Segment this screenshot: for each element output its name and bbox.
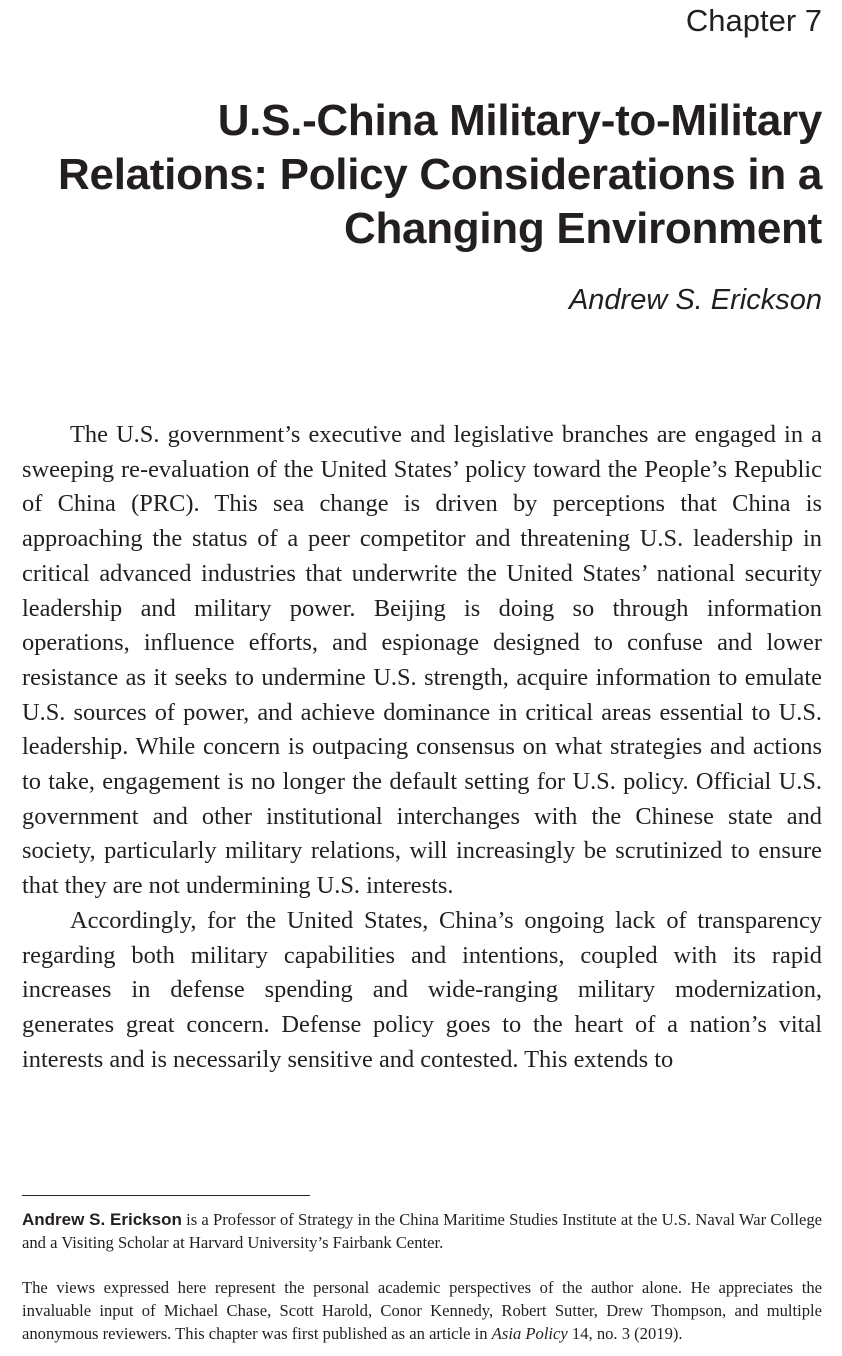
footnote-divider <box>22 1195 310 1196</box>
chapter-title <box>22 94 822 256</box>
chapter-title-line: Relations: Policy Considerations in a <box>58 150 822 199</box>
author-bio-name: Andrew S. Erickson <box>22 1210 182 1229</box>
chapter-title-line: U.S.-China Military-to-Military <box>217 96 822 145</box>
footnotes <box>22 1208 822 1345</box>
chapter-title-line: Changing Environment <box>343 204 822 253</box>
author-bio-text: is a Professor of Strategy in the China Maritime Studies Institute at the U.S. Naval War College and a Visiting Scholar at Harvard University’s Fairbank Center. <box>22 1210 822 1252</box>
author-byline: Andrew S. Erickson <box>568 284 822 316</box>
author-bio-note <box>22 1208 822 1254</box>
journal-title: Asia Policy <box>491 1324 568 1343</box>
chapter-label: Chapter 7 <box>685 3 822 38</box>
body-paragraph: The U.S. government’s executive and legislative branches are engaged in a sweeping re-evaluation of the United States’ policy toward the People’s Republic of China (PRC). This sea change is driven by perceptions that China is approaching the status of a peer competitor and threatening U.S. leadership in critical advanced industries that underwrite the United States’ national security leadership and military power. Beijing is doing so through information operations, influence efforts, and espionage designed to confuse and lower resistance as it seeks to undermine U.S. strength, acquire information to emulate U.S. sources of power, and achieve dominance in critical areas essential to U.S. leadership. While concern is outpacing consensus on what strategies and actions to take, engagement is no longer the default setting for U.S. policy. Official U.S. government and other institutional interchanges with the Chinese state and society, particularly military relations, will increasingly be scrutinized to ensure that they are not undermining U.S. interests. <box>22 421 822 900</box>
acknowledgment-note <box>22 1276 822 1345</box>
journal-citation: 14, no. 3 (2019). <box>567 1324 683 1343</box>
body-text <box>22 418 822 1077</box>
body-paragraph: Accordingly, for the United States, China’s ongoing lack of transparency regarding both military capabilities and intentions, coupled with its rapid increases in defense spending and wide-ranging military modernization, generates great concern. Defense policy goes to the heart of a nation’s vital interests and is necessarily sensitive and contested. This extends to <box>22 906 822 1073</box>
acknowledgment-text: The views expressed here represent the personal academic perspectives of the author alone. He appreciates the invaluable input of Michael Chase, Scott Harold, Conor Kennedy, Robert Sutter, Drew Thompson, and multiple anonymous reviewers. This chapter was first published as an article in <box>22 1278 822 1343</box>
